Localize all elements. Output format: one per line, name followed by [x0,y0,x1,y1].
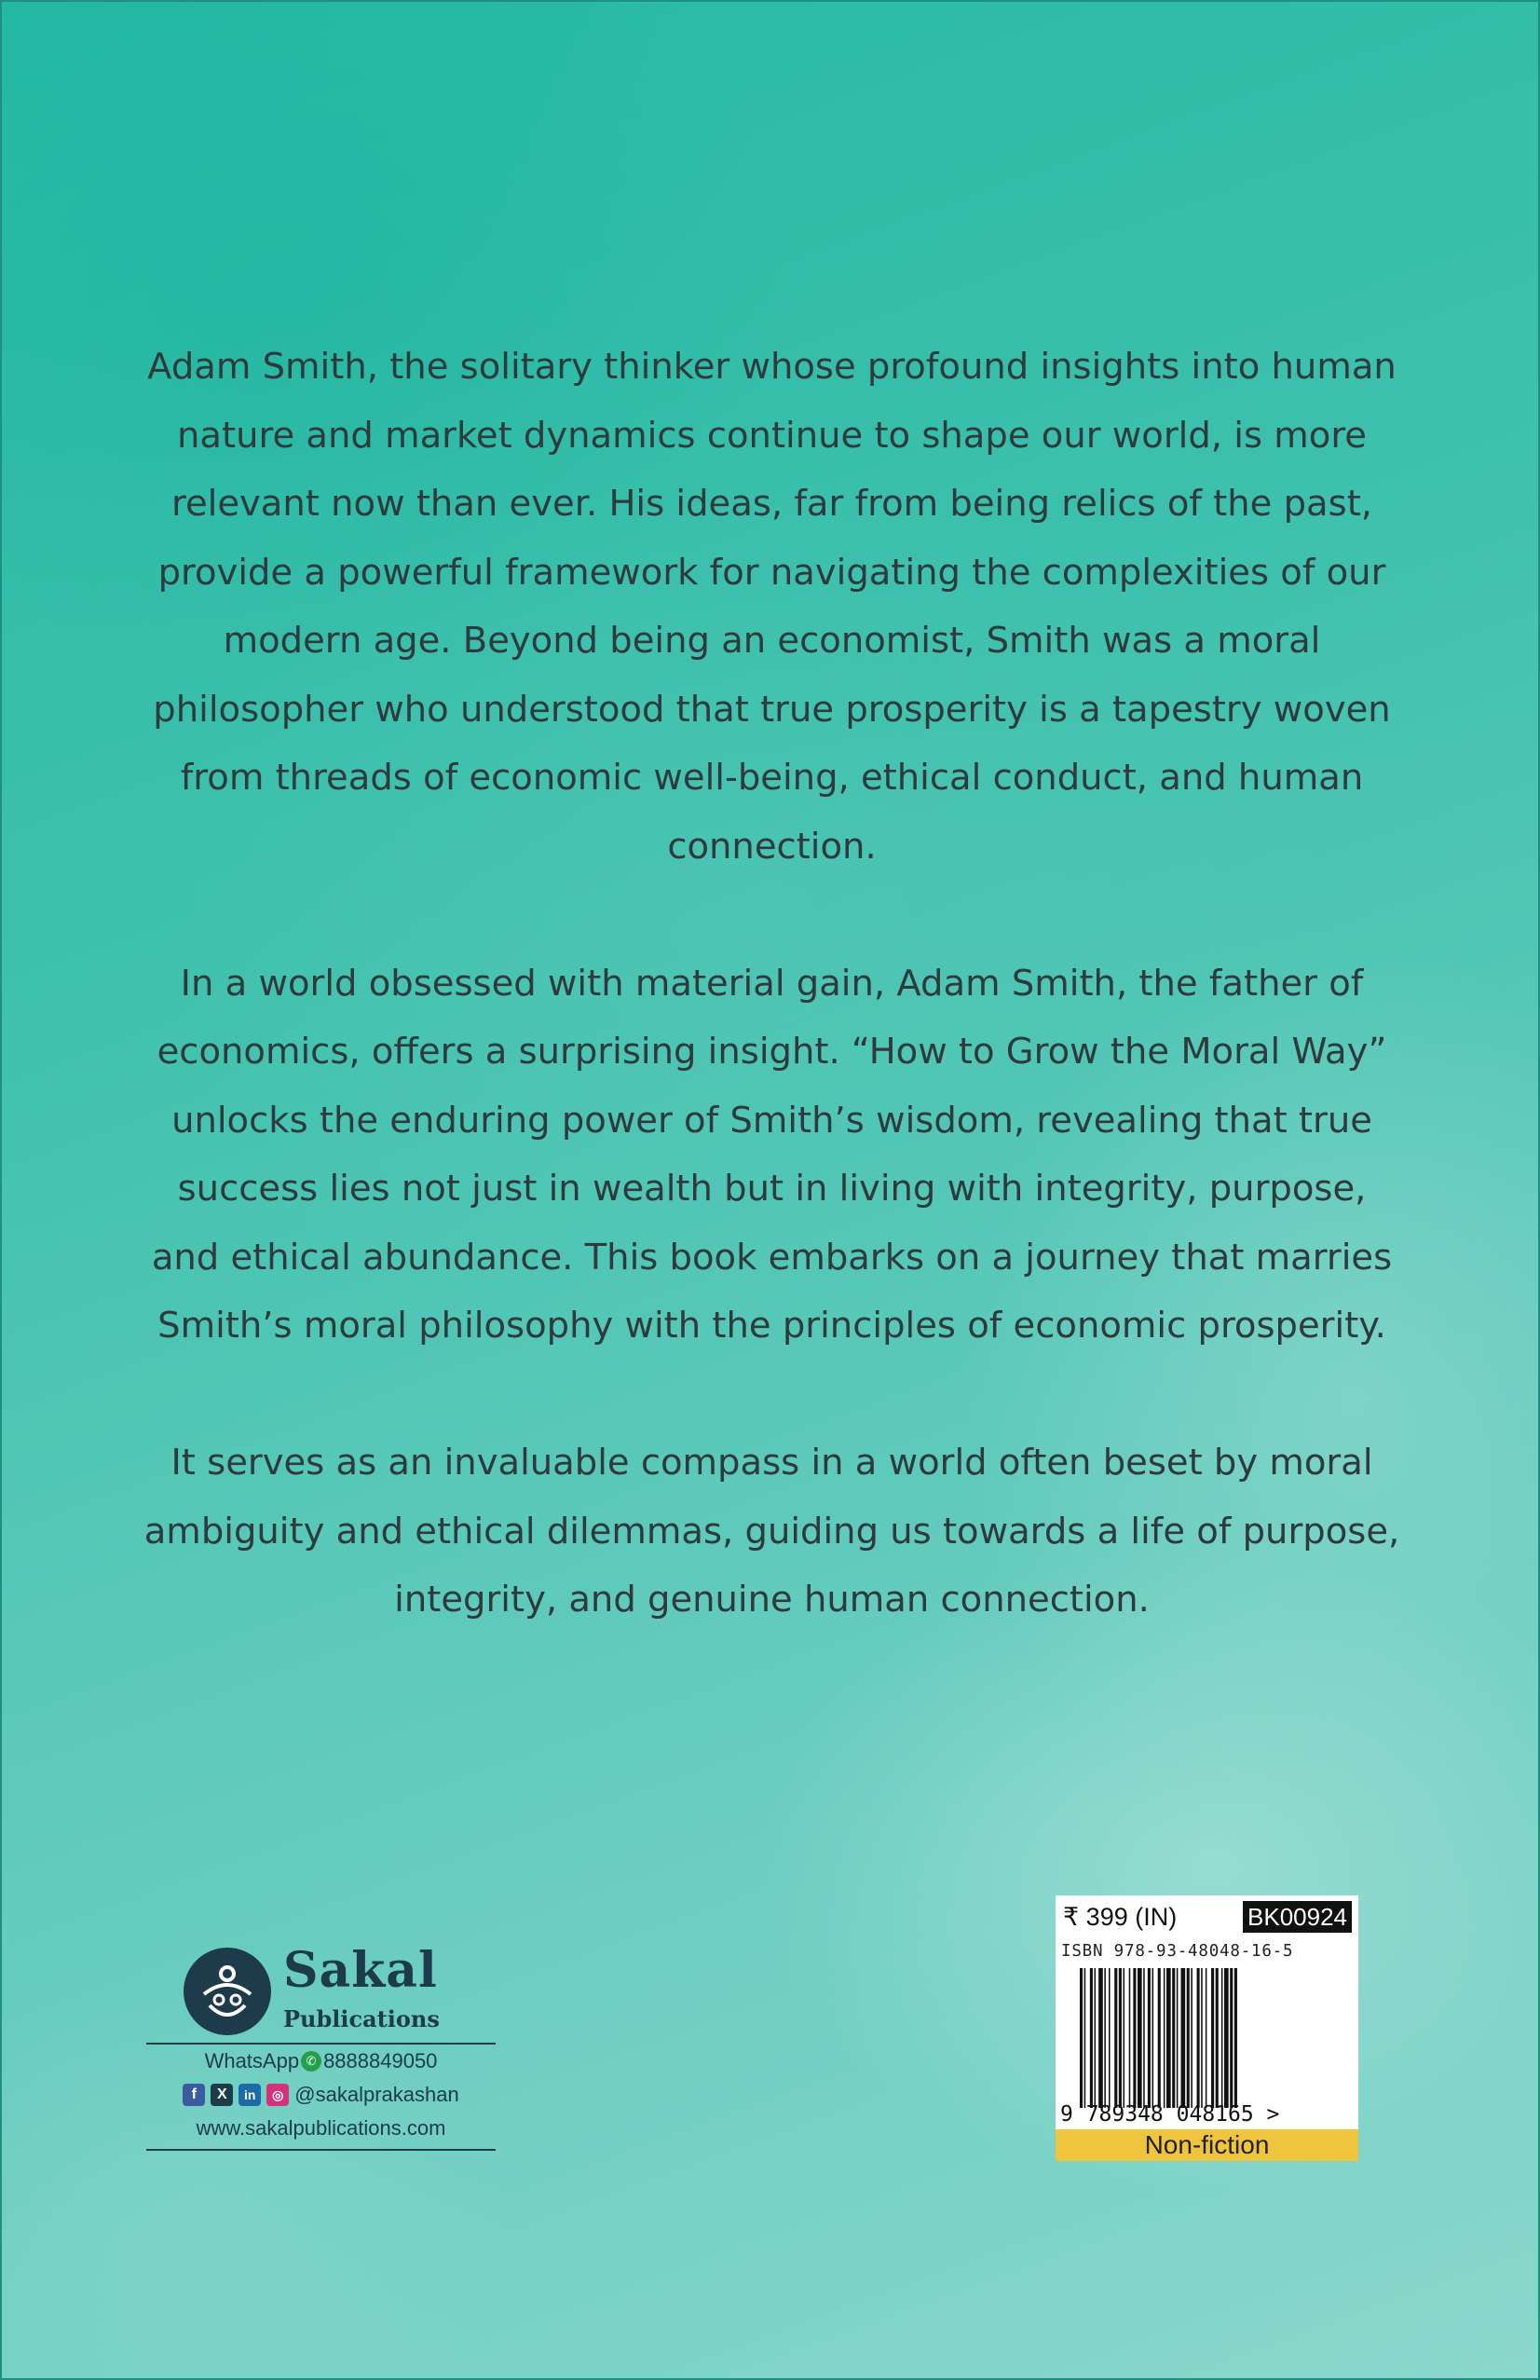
instagram-icon: ◎ [266,2084,289,2106]
social-row [146,2078,496,2112]
website-url: www.sakalpublications.com [196,2116,446,2140]
sakal-logo-icon [184,1948,271,2035]
blurb-paragraph-2: In a world obsessed with material gain, Adam Smith, the father of economics, offers a surprising insight. “How to Grow the Moral Way” unlocks the enduring power of Smith’s wisdom, revealing that true success lies not just in wealth but in living with integrity, purpose, and ethical abundance. This book embarks on a journey that marries Smith’s moral philosophy with the principles of economic prosperity. [151,962,1393,1347]
price-row [1063,1899,1352,1935]
website-row [146,2112,496,2145]
whatsapp-label: WhatsApp [204,2049,300,2072]
whatsapp-icon: ✆ [301,2051,321,2072]
barcode-bars [1080,1968,1341,2108]
facebook-icon: f [183,2084,205,2106]
social-handle: @sakalprakashan [294,2083,459,2106]
publisher-subtitle: Publications [283,2005,440,2032]
x-icon: X [211,2084,233,2106]
blurb-paragraph-3: It serves as an invaluable compass in a world often beset by moral ambiguity and ethical dilemmas, guiding us towards a life of purpose, integrity, and genuine human connection. [143,1442,1400,1621]
blurb-text [142,333,1402,1703]
divider-bottom [146,2149,496,2151]
whatsapp-row [146,2045,496,2078]
price: ₹ 399 (IN) [1063,1902,1178,1931]
barcode-label [1056,1895,1358,2161]
book-code: BK00924 [1243,1901,1352,1933]
publisher-name: Sakal [283,1942,438,1999]
isbn-text: ISBN 978-93-48048-16-5 [1061,1942,1294,1961]
whatsapp-number: 8888849050 [323,2049,438,2072]
barcode-digits: 9 789348 048165 > [1060,2102,1280,2127]
linkedin-icon: in [238,2084,261,2106]
publisher-block [146,1931,496,2151]
blurb-paragraph-1: Adam Smith, the solitary thinker whose profound insights into human nature and market dynamics continue to shape our world, is more relevant now than ever. His ideas, far from being relics of the past, provide a powerful framework for navigating the complexities of our modern age. Beyond being an economist, Smith was a moral philosopher who understood that true prosperity is a tapestry woven from threads of economic well-being, ethical conduct, and human connection. [147,346,1397,868]
genre-band: Non-fiction [1056,2129,1358,2161]
publisher-logo [146,1931,496,2033]
